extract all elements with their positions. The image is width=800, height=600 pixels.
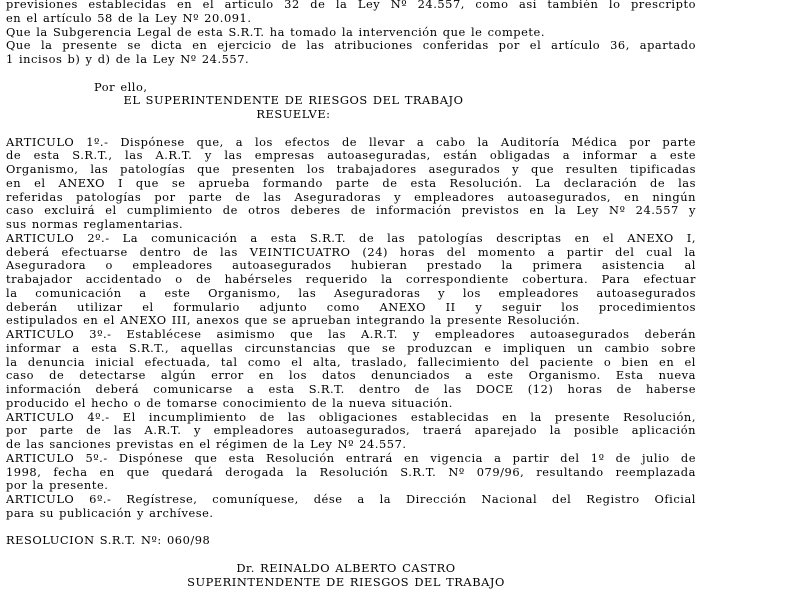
text-line: por la presente. bbox=[6, 478, 109, 493]
document-page bbox=[6, 0, 696, 589]
text-line: producido el hecho o de tomarse conocimiento de la nueva situación. bbox=[6, 395, 453, 410]
text-line: caso excluirá el cumplimiento de otros deberes de información previstos en la Ley Nº 24.557 y bbox=[6, 204, 696, 218]
por-ello-text: Por ello, bbox=[94, 79, 148, 94]
resuelve-heading: RESUELVE: bbox=[256, 107, 331, 121]
text-line: ARTICULO 3º.- Establécese asimismo que las A.R.T. y empleadores autoasegurados deberán bbox=[6, 328, 696, 341]
article-4 bbox=[6, 411, 696, 452]
text-line: ARTICULO 4º.- El incumplimiento de las obligaciones establecidas en la presente Resolución, bbox=[6, 410, 696, 424]
text-line: en el artículo 58 de la Ley Nº 20.091. bbox=[6, 10, 252, 25]
article-2 bbox=[6, 232, 696, 328]
signatory-name: Dr. REINALDO ALBERTO CASTRO bbox=[236, 560, 456, 575]
text-line: referidas patologías por parte de las Aseguradoras y empleadores autoasegurados, en ningún bbox=[6, 190, 696, 204]
text-line: Que la presente se dicta en ejercicio de las atribuciones conferidas por el artículo 36, apartado bbox=[6, 39, 696, 53]
text-line: ARTICULO 2º.- La comunicación a esta S.R.T. de las patologías descriptas en el ANEXO I, bbox=[6, 231, 696, 245]
spacer bbox=[6, 548, 696, 562]
spacer bbox=[6, 122, 696, 136]
text-line: información deberá comunicarse a esta S.R.T. dentro de las DOCE (12) horas de haberse bbox=[6, 383, 696, 396]
resolution-number: RESOLUCION S.R.T. Nº: 060/98 bbox=[6, 533, 211, 548]
text-line: la denuncia inicial efectuada, tal como el alta, traslado, fallecimiento del paciente o bien en el bbox=[6, 355, 696, 369]
text-line: informar a esta S.R.T., aquellas circunstancias que se produzcan e impliquen un cambio sobre bbox=[6, 341, 696, 355]
text-line: 1998, fecha en que quedará derogada la Resolución S.R.T. Nº 079/96, resultando reemplazada bbox=[6, 465, 696, 479]
spacer bbox=[6, 521, 696, 535]
text-line: la comunicación a este Organismo, las Aseguradoras y los empleadores autoasegurados bbox=[6, 286, 696, 300]
article-5 bbox=[6, 452, 696, 493]
text-line: ARTICULO 5º.- Dispónese que esta Resolución entrará en vigencia a partir del 1º de julio de bbox=[6, 451, 696, 465]
article-3 bbox=[6, 328, 696, 411]
signatory-title: SUPERINTENDENTE DE RIESGOS DEL TRABAJO bbox=[187, 574, 505, 589]
text-line: por parte de las A.R.T. y empleadores autoasegurados, traerá aparejado la posible aplicación bbox=[6, 424, 696, 438]
spacer bbox=[6, 67, 696, 81]
preamble-section bbox=[6, 0, 696, 67]
text-line: en el ANEXO I que se aprueba formando parte de esta Resolución. La declaración de las bbox=[6, 176, 696, 190]
authority-heading: EL SUPERINTENDENTE DE RIESGOS DEL TRABAJO bbox=[123, 93, 464, 108]
text-line: trabajador accidentado o de habérseles requerido la correspondiente cobertura. Para efectuar bbox=[6, 273, 696, 286]
text-line: ARTICULO 6º.- Regístrese, comuníquese, dése a la Dirección Nacional del Registro Oficial bbox=[6, 493, 696, 506]
text-line: deberán utilizar el formulario adjunto como ANEXO II y seguir los procedimientos bbox=[6, 300, 696, 314]
text-line: caso de detectarse algún error en los datos denunciados a este Organismo. Esta nueva bbox=[6, 369, 696, 383]
text-line: Que la Subgerencia Legal de esta S.R.T. ha tomado la intervención que le compete. bbox=[6, 24, 546, 39]
text-line: estipulados en el ANEXO III, anexos que se aprueban integrando la presente Resolución. bbox=[6, 313, 581, 328]
text-line: sus normas reglamentarias. bbox=[6, 217, 184, 231]
text-line: ARTICULO 1º.- Dispónese que, a los efectos de llevar a cabo la Auditoría Médica por parte bbox=[6, 135, 696, 149]
text-line: 1 incisos b) y d) de la Ley Nº 24.557. bbox=[6, 52, 250, 66]
text-line: previsiones establecidas en el artículo 32 de la Ley Nº 24.557, como así también lo prescripto bbox=[6, 0, 696, 11]
text-line: Organismo, las patologías que presenten los trabajadores asegurados y que resulten tipificadas bbox=[6, 163, 696, 176]
text-line: de las sanciones previstas en el régimen de la Ley Nº 24.557. bbox=[6, 437, 407, 451]
article-1 bbox=[6, 136, 696, 232]
text-line: para su publicación y archívese. bbox=[6, 505, 214, 520]
text-line: de esta S.R.T., las A.R.T. y las empresas autoaseguradas, están obligadas a informar a este bbox=[6, 149, 696, 163]
text-line: deberá efectuarse dentro de las VEINTICUATRO (24) horas del momento a partir del cual la bbox=[6, 245, 696, 259]
article-6 bbox=[6, 493, 696, 521]
text-line: Aseguradora o empleadores autoasegurados hubieran prestado la primera asistencia al bbox=[6, 259, 696, 273]
